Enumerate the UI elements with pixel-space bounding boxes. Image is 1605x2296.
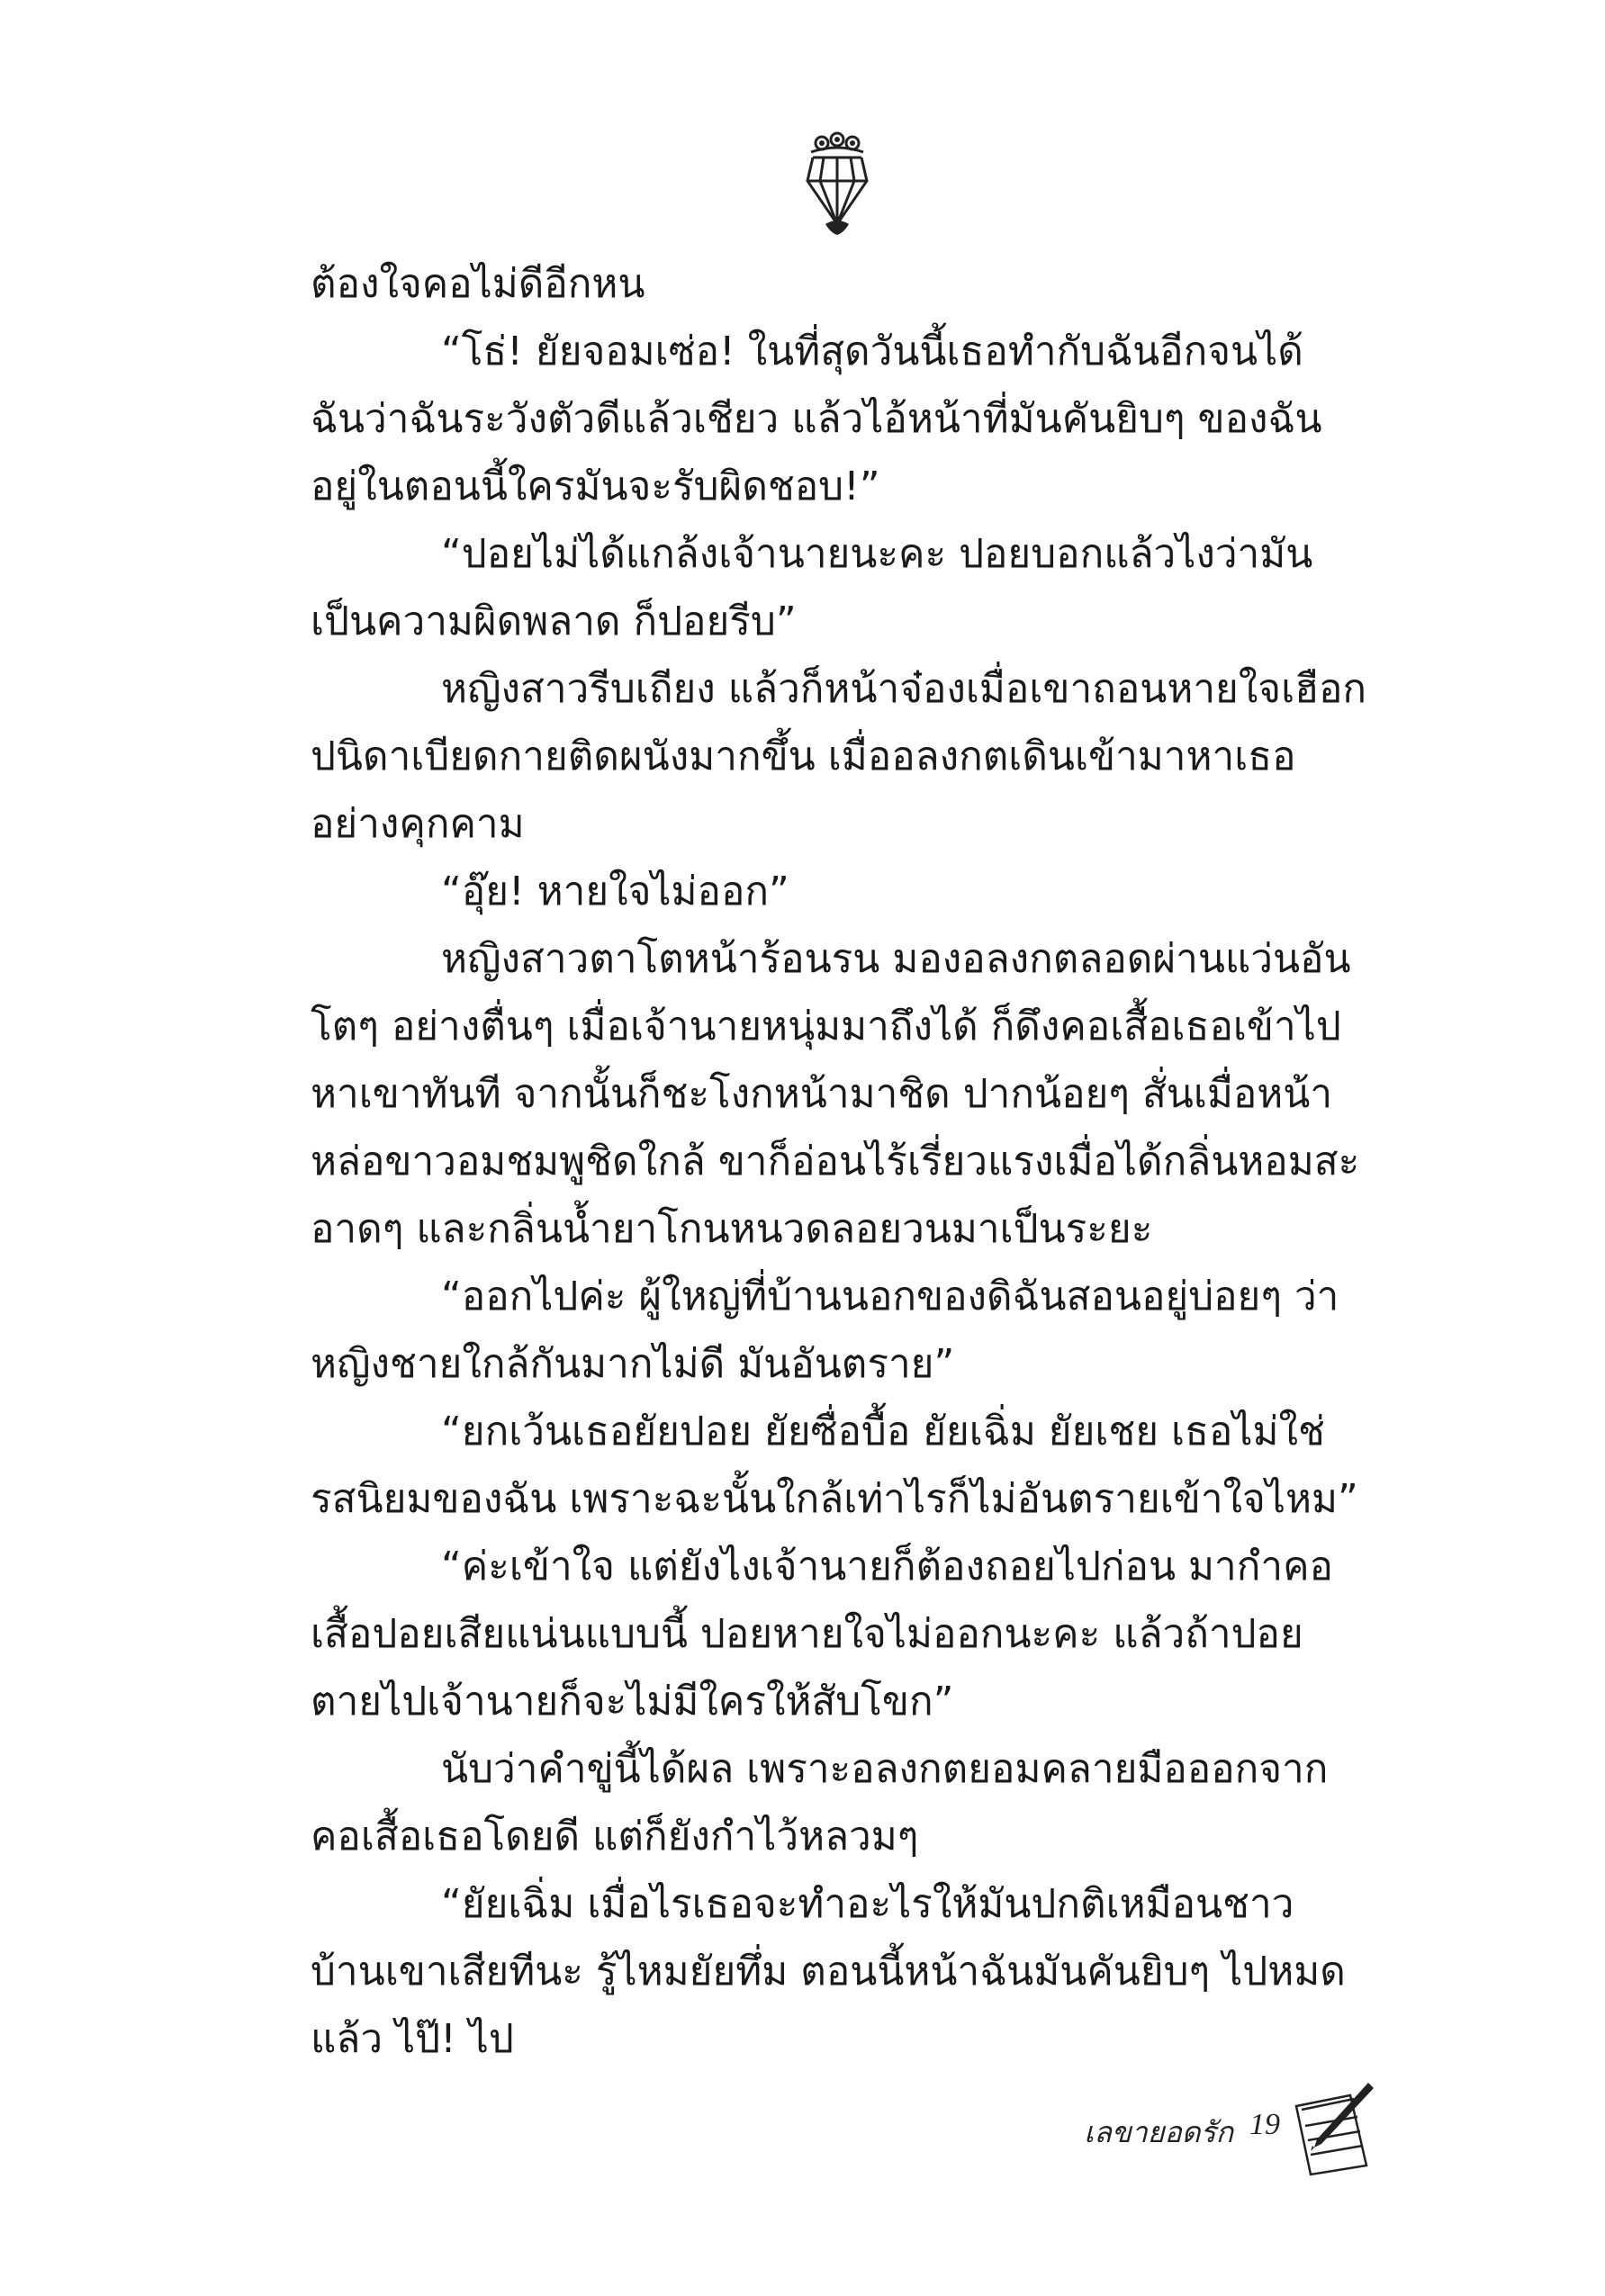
paragraph: ต้องใจคอไม่ดีอีกหน — [311, 261, 645, 307]
page-number: 19 — [1249, 2108, 1280, 2141]
paragraph: “อุ๊ย! หายใจไม่ออก” — [441, 869, 789, 914]
body-text — [311, 250, 1368, 2073]
paragraph: “ค่ะเข้าใจ แต่ยังไงเจ้านายก็ต้องถอยไปก่อน มากำคอเสื้อปอยเสียแน่นแบบนี้ ปอยหายใจไม่ออกนะคะ แล้วถ้าปอยตายไปเจ้านายก็จะไม่มีใครให้สับโขก” — [311, 1544, 1333, 1724]
page-footer — [981, 2079, 1377, 2178]
pen-on-notebook-icon — [1284, 2079, 1377, 2178]
paragraph: “ยกเว้นเธอยัยปอย ยัยซื่อบื้อ ยัยเฉิ่ม ยัยเชย เธอไม่ใช่รสนิยมของฉัน เพราะฉะนั้นใกล้เท่าไรก็ไม่อันตรายเข้าใจไหม” — [311, 1409, 1358, 1522]
paragraph: “ยัยเฉิ่ม เมื่อไรเธอจะทำอะไรให้มันปกติเหมือนชาวบ้านเขาเสียทีนะ รู้ไหมยัยทึ่ม ตอนนี้หน้าฉันมันคันยิบๆ ไปหมดแล้ว ไป๊! ไป — [311, 1881, 1346, 2062]
paragraph: “ปอยไม่ได้แกล้งเจ้านายนะคะ ปอยบอกแล้วไงว่ามันเป็นความผิดพลาด ก็ปอยรีบ” — [311, 531, 1313, 644]
paragraph: “ออกไปค่ะ ผู้ใหญ่ที่บ้านนอกของดิฉันสอนอยู่บ่อยๆ ว่าหญิงชายใกล้กันมากไม่ดี มันอันตราย” — [311, 1274, 1339, 1387]
running-title: เลขายอดรัก — [1084, 2115, 1233, 2149]
paragraph: หญิงสาวรีบเถียง แล้วก็หน้าจ๋องเมื่อเขาถอนหายใจเฮือก ปนิดาเบียดกายติดผนังมากขึ้น เมื่ออลงกตเดินเข้ามาหาเธออย่างคุกคาม — [311, 666, 1367, 847]
paragraph: หญิงสาวตาโตหน้าร้อนรน มองอลงกตลอดผ่านแว่นอันโตๆ อย่างตื่นๆ เมื่อเจ้านายหนุ่มมาถึงได้ ก็ดึงคอเสื้อเธอเข้าไปหาเขาทันที จากนั้นก็ชะโงกหน้ามาชิด ปากน้อยๆ สั่นเมื่อหน้าหล่อขาวอมชมพูชิดใกล้ ขาก็อ่อนไร้เรี่ยวแรงเมื่อได้กลิ่นหอมสะอาดๆ และกลิ่นน้ำยาโกนหนวดลอยวนมาเป็นระยะ — [311, 936, 1360, 1252]
lantern-ornament-icon — [797, 131, 878, 237]
paragraph: นับว่าคำขู่นี้ได้ผล เพราะอลงกตยอมคลายมือออกจากคอเสื้อเธอโดยดี แต่ก็ยังกำไว้หลวมๆ — [311, 1746, 1329, 1859]
paragraph: “โธ่! ยัยจอมเซ่อ! ในที่สุดวันนี้เธอทำกับฉันอีกจนได้ ฉันว่าฉันระวังตัวดีแล้วเชียว แล้วไอ้หน้าที่มันคันยิบๆ ของฉันอยู่ในตอนนี้ใครมันจะรับผิดชอบ!” — [311, 329, 1322, 509]
